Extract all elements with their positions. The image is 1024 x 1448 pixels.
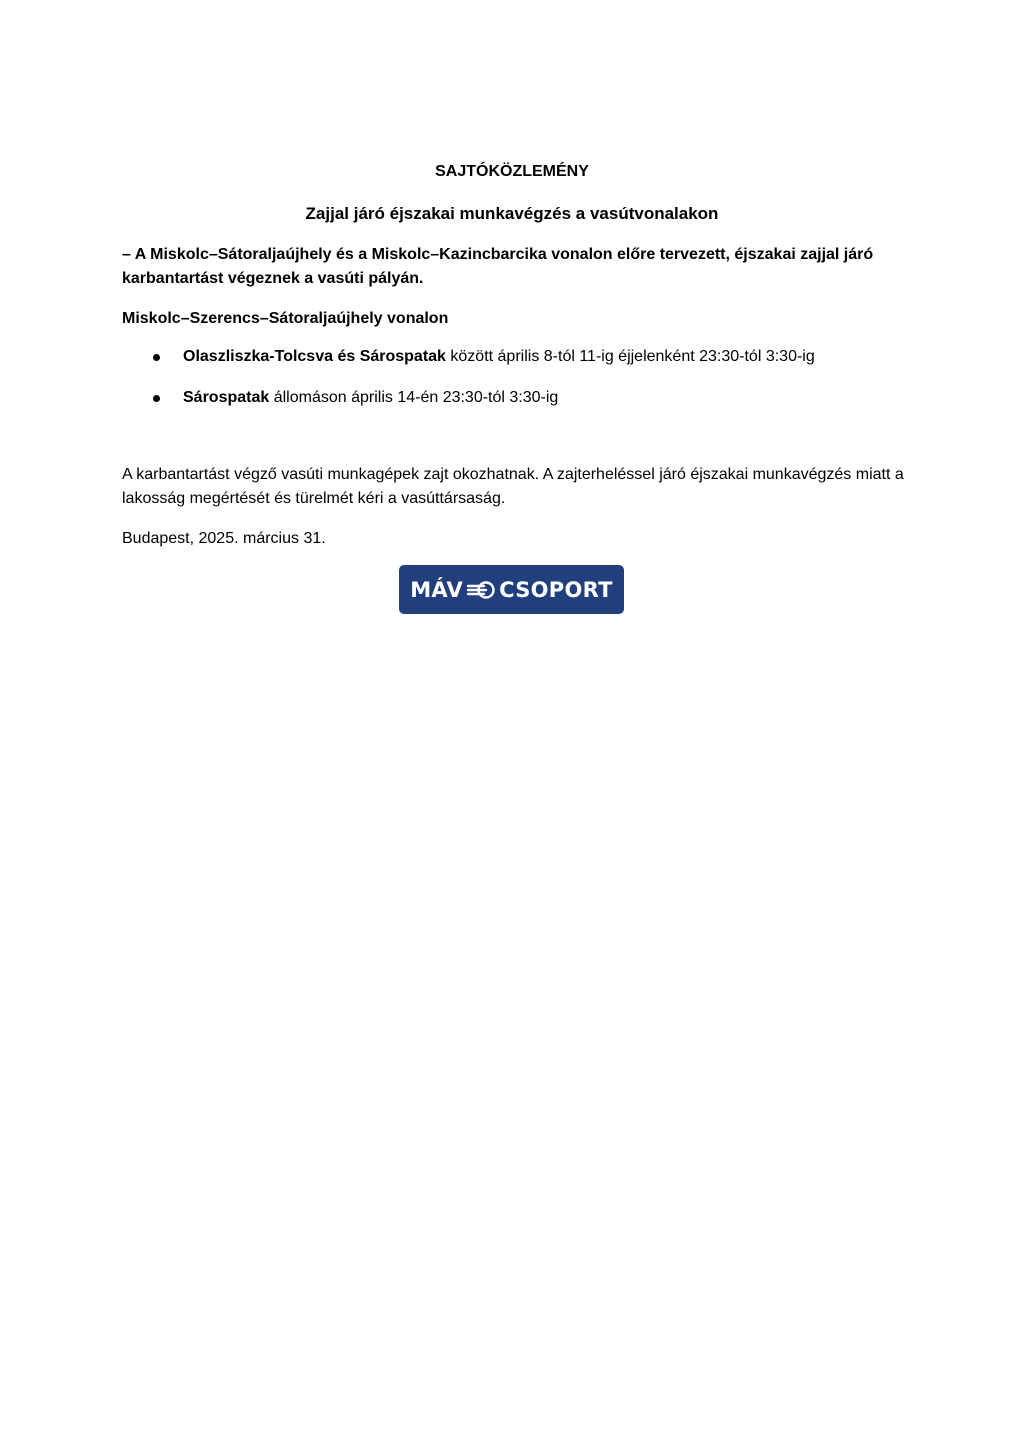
notice-paragraph: A karbantartást végző vasúti munkagépek zajt okozhatnak. A zajterheléssel járó éjszakai munkavégzés miatt a lakosság megértését és türelmét kéri a vasúttársaság. (122, 466, 904, 507)
list-item-detail: között április 8-tól 11-ig éjjelenként 23:30-tól 3:30-ig (445, 348, 815, 365)
maintenance-list (150, 345, 910, 427)
list-item-location: Sárospatak (183, 389, 270, 406)
document-title: Zajjal járó éjszakai munkavégzés a vasútvonalakon (305, 204, 719, 223)
list-item-detail: állomáson április 14-én 23:30-tól 3:30-ig (269, 389, 559, 406)
lead-paragraph: – A Miskolc–Sátoraljaújhely és a Miskolc–Kazincbarcika vonalon előre tervezett, éjszakai zajjal járó karbantartást végeznek a vasúti pályán. (122, 246, 874, 287)
railway-line-heading: Miskolc–Szerencs–Sátoraljaújhely vonalon (122, 310, 449, 327)
logo-right-text: CSOPORT (499, 577, 613, 602)
bullet-icon (153, 354, 160, 361)
document-type-heading: SAJTÓKÖZLEMÉNY (435, 163, 589, 180)
list-item (150, 386, 910, 410)
list-item (150, 345, 910, 369)
mav-csoport-logo (399, 565, 624, 614)
dateline: Budapest, 2025. március 31. (122, 530, 326, 547)
bullet-icon (153, 395, 160, 402)
mav-wing-icon (466, 579, 496, 601)
logo-left-text: MÁV (410, 577, 464, 602)
list-item-location: Olaszliszka-Tolcsva és Sárospatak (183, 348, 446, 365)
